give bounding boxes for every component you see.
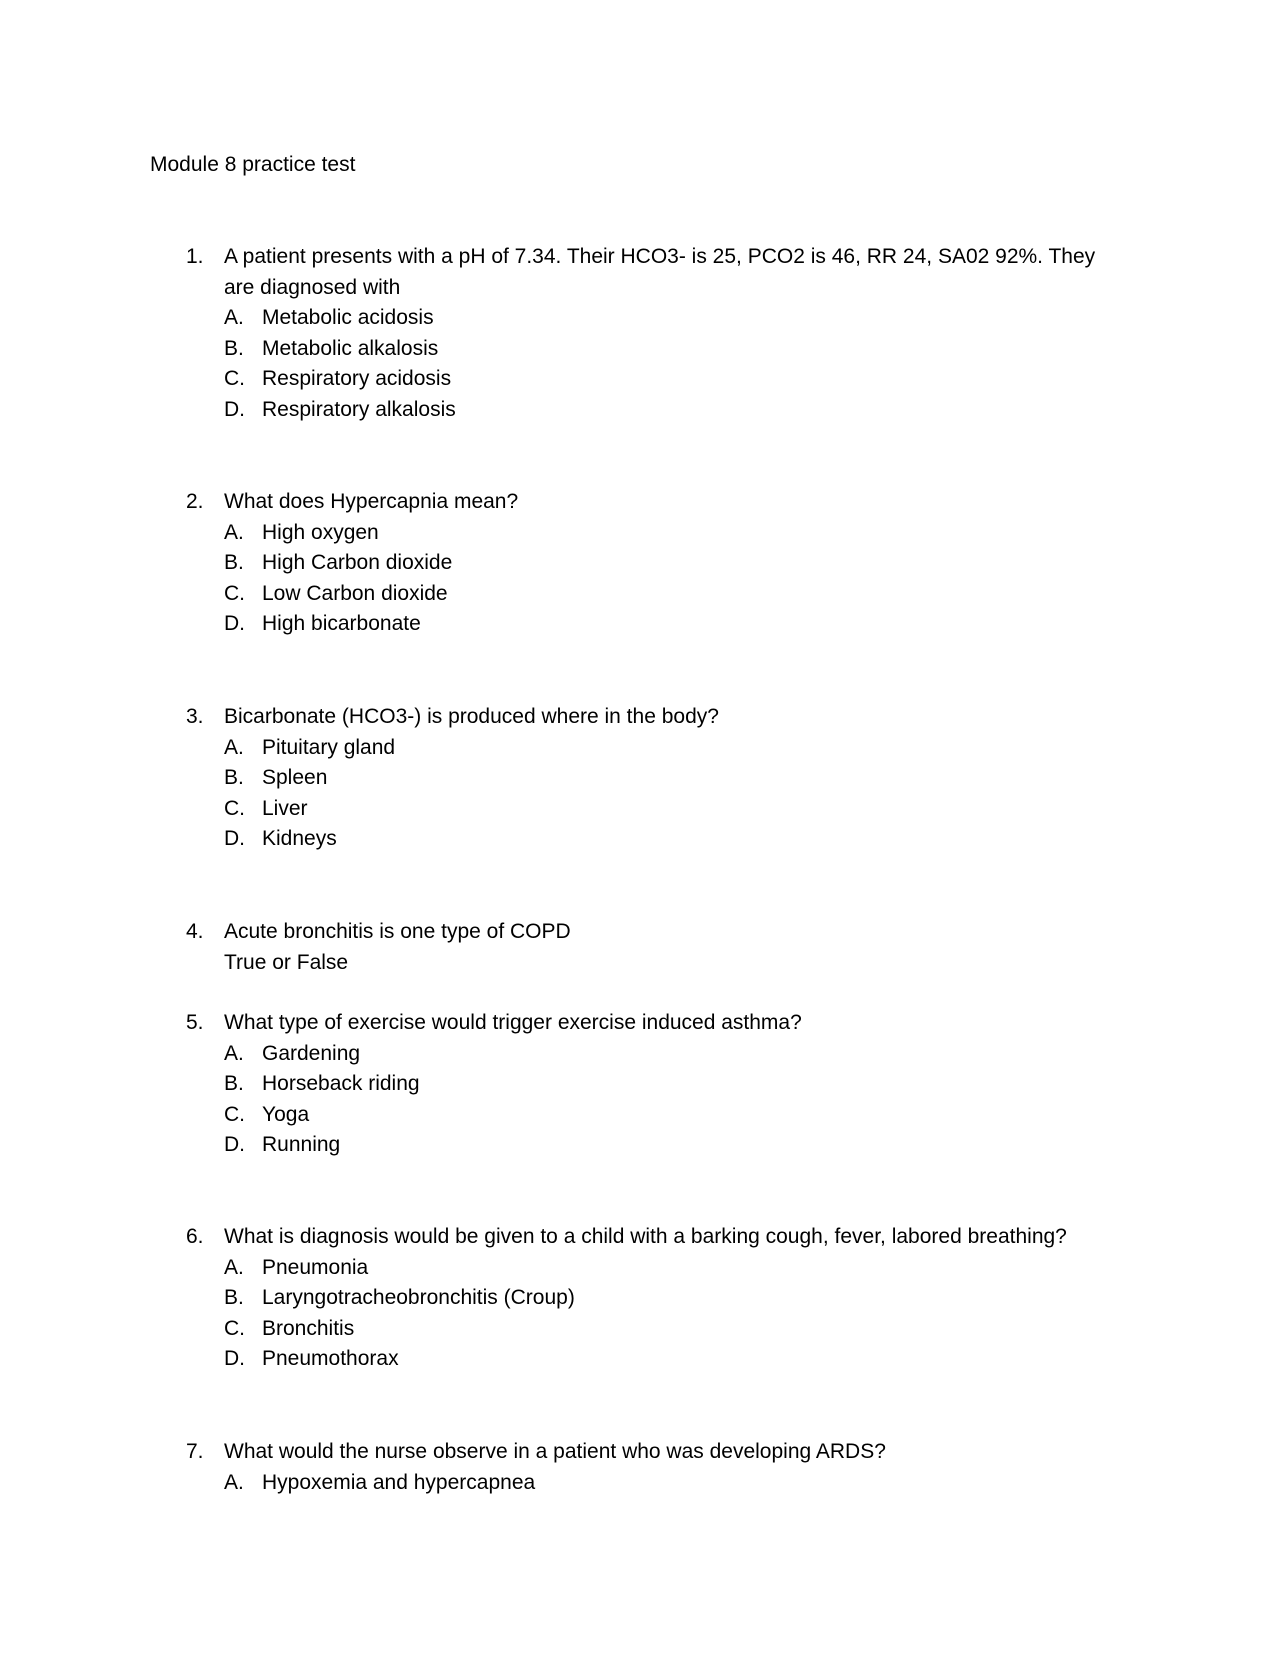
option-letter: A.	[224, 520, 244, 544]
option-letter: C.	[224, 796, 245, 820]
option-letter: D.	[224, 827, 245, 850]
question-number: 4.	[186, 920, 204, 943]
question-stem	[186, 702, 1126, 733]
option-letter: C.	[224, 581, 245, 605]
question-1	[186, 242, 1126, 425]
answer-option	[224, 1344, 1126, 1375]
option-letter: C.	[224, 1102, 245, 1126]
question-stem	[186, 1008, 1126, 1039]
question-6	[186, 1222, 1126, 1375]
option-letter: D.	[224, 1133, 245, 1156]
answer-option	[224, 1039, 1126, 1070]
option-letter: A.	[224, 1041, 244, 1065]
question-number: 2.	[186, 490, 204, 513]
option-text: Pituitary gland	[262, 735, 396, 759]
question-text: What type of exercise would trigger exercise induced asthma?	[224, 1011, 802, 1034]
option-text: High bicarbonate	[262, 612, 421, 635]
answer-option	[224, 303, 1126, 334]
question-number: 6.	[186, 1225, 204, 1248]
question-4	[186, 917, 1126, 978]
question-number: 7.	[186, 1440, 204, 1463]
option-text: Spleen	[262, 766, 328, 789]
option-letter: A.	[224, 306, 244, 329]
option-text: Horseback riding	[262, 1072, 420, 1095]
option-text: Hypoxemia and hypercapnea	[262, 1470, 536, 1494]
option-text: Pneumonia	[262, 1255, 369, 1279]
answer-option	[224, 794, 1126, 825]
option-text: Bronchitis	[262, 1316, 355, 1340]
question-stem	[186, 1222, 1126, 1253]
question-text: Bicarbonate (HCO3-) is produced where in the body?	[224, 705, 719, 728]
option-text: Yoga	[262, 1102, 310, 1126]
option-letter: B.	[224, 551, 244, 574]
answer-options	[186, 303, 1126, 425]
answer-options	[186, 733, 1126, 855]
question-text: What would the nurse observe in a patient who was developing ARDS?	[224, 1440, 886, 1463]
answer-option	[224, 609, 1126, 640]
option-letter: D.	[224, 612, 245, 635]
option-letter: C.	[224, 367, 245, 390]
question-text: What does Hypercapnia mean?	[224, 490, 519, 513]
option-text: Metabolic acidosis	[262, 306, 434, 329]
question-5	[186, 1008, 1126, 1161]
option-letter: A.	[224, 1470, 244, 1494]
answer-option	[224, 395, 1126, 426]
option-letter: C.	[224, 1316, 245, 1340]
answer-options	[186, 518, 1126, 640]
option-letter: B.	[224, 1072, 244, 1095]
answer-option	[224, 518, 1126, 549]
option-text: Gardening	[262, 1041, 361, 1065]
option-text: High Carbon dioxide	[262, 551, 453, 574]
answer-options	[186, 1039, 1126, 1161]
option-letter: B.	[224, 1286, 244, 1309]
option-text: Laryngotracheobronchitis (Croup)	[262, 1286, 575, 1309]
option-letter: A.	[224, 735, 244, 759]
question-stem	[186, 1437, 1126, 1468]
question-number: 3.	[186, 705, 204, 728]
option-text: Kidneys	[262, 827, 337, 850]
answer-option	[224, 763, 1126, 794]
answer-option	[224, 1283, 1126, 1314]
option-text: Running	[262, 1133, 341, 1156]
option-letter: A.	[224, 1255, 244, 1279]
document-title: Module 8 practice test	[150, 153, 356, 176]
answer-option	[224, 824, 1126, 855]
answer-options	[186, 1253, 1126, 1375]
option-letter: B.	[224, 766, 244, 789]
answer-option	[224, 334, 1126, 365]
option-text: Respiratory acidosis	[262, 367, 452, 390]
question-text: A patient presents with a pH of 7.34. Their HCO3- is 25, PCO2 is 46, RR 24, SA02 92%. They are diagnosed with	[224, 245, 1096, 299]
option-text: Respiratory alkalosis	[262, 397, 456, 421]
question-3	[186, 702, 1126, 855]
option-letter: D.	[224, 1347, 245, 1370]
question-text: Acute bronchitis is one type of COPD	[224, 920, 571, 943]
question-stem	[186, 242, 1126, 303]
answer-option	[224, 1069, 1126, 1100]
answer-option	[224, 1100, 1126, 1131]
answer-option	[224, 1468, 1126, 1499]
answer-option	[224, 364, 1126, 395]
question-stem	[186, 487, 1126, 518]
answer-option	[224, 1253, 1126, 1284]
question-number: 1.	[186, 245, 204, 268]
answer-options	[186, 1468, 1126, 1499]
option-text: Low Carbon dioxide	[262, 581, 448, 605]
option-letter: B.	[224, 336, 244, 360]
option-text: High oxygen	[262, 520, 379, 544]
true-false-prompt: True or False	[224, 950, 349, 974]
answer-option	[224, 733, 1126, 764]
option-letter: D.	[224, 397, 245, 421]
question-2	[186, 487, 1126, 640]
answer-option	[224, 548, 1126, 579]
answer-option	[224, 579, 1126, 610]
option-text: Pneumothorax	[262, 1347, 399, 1370]
answer-option	[224, 1314, 1126, 1345]
question-7	[186, 1437, 1126, 1498]
option-text: Metabolic alkalosis	[262, 336, 439, 360]
answer-option	[224, 1130, 1126, 1161]
question-text: What is diagnosis would be given to a child with a barking cough, fever, labored breathing?	[224, 1225, 1067, 1248]
question-number: 5.	[186, 1011, 204, 1034]
option-text: Liver	[262, 796, 308, 820]
question-stem	[186, 917, 1126, 948]
